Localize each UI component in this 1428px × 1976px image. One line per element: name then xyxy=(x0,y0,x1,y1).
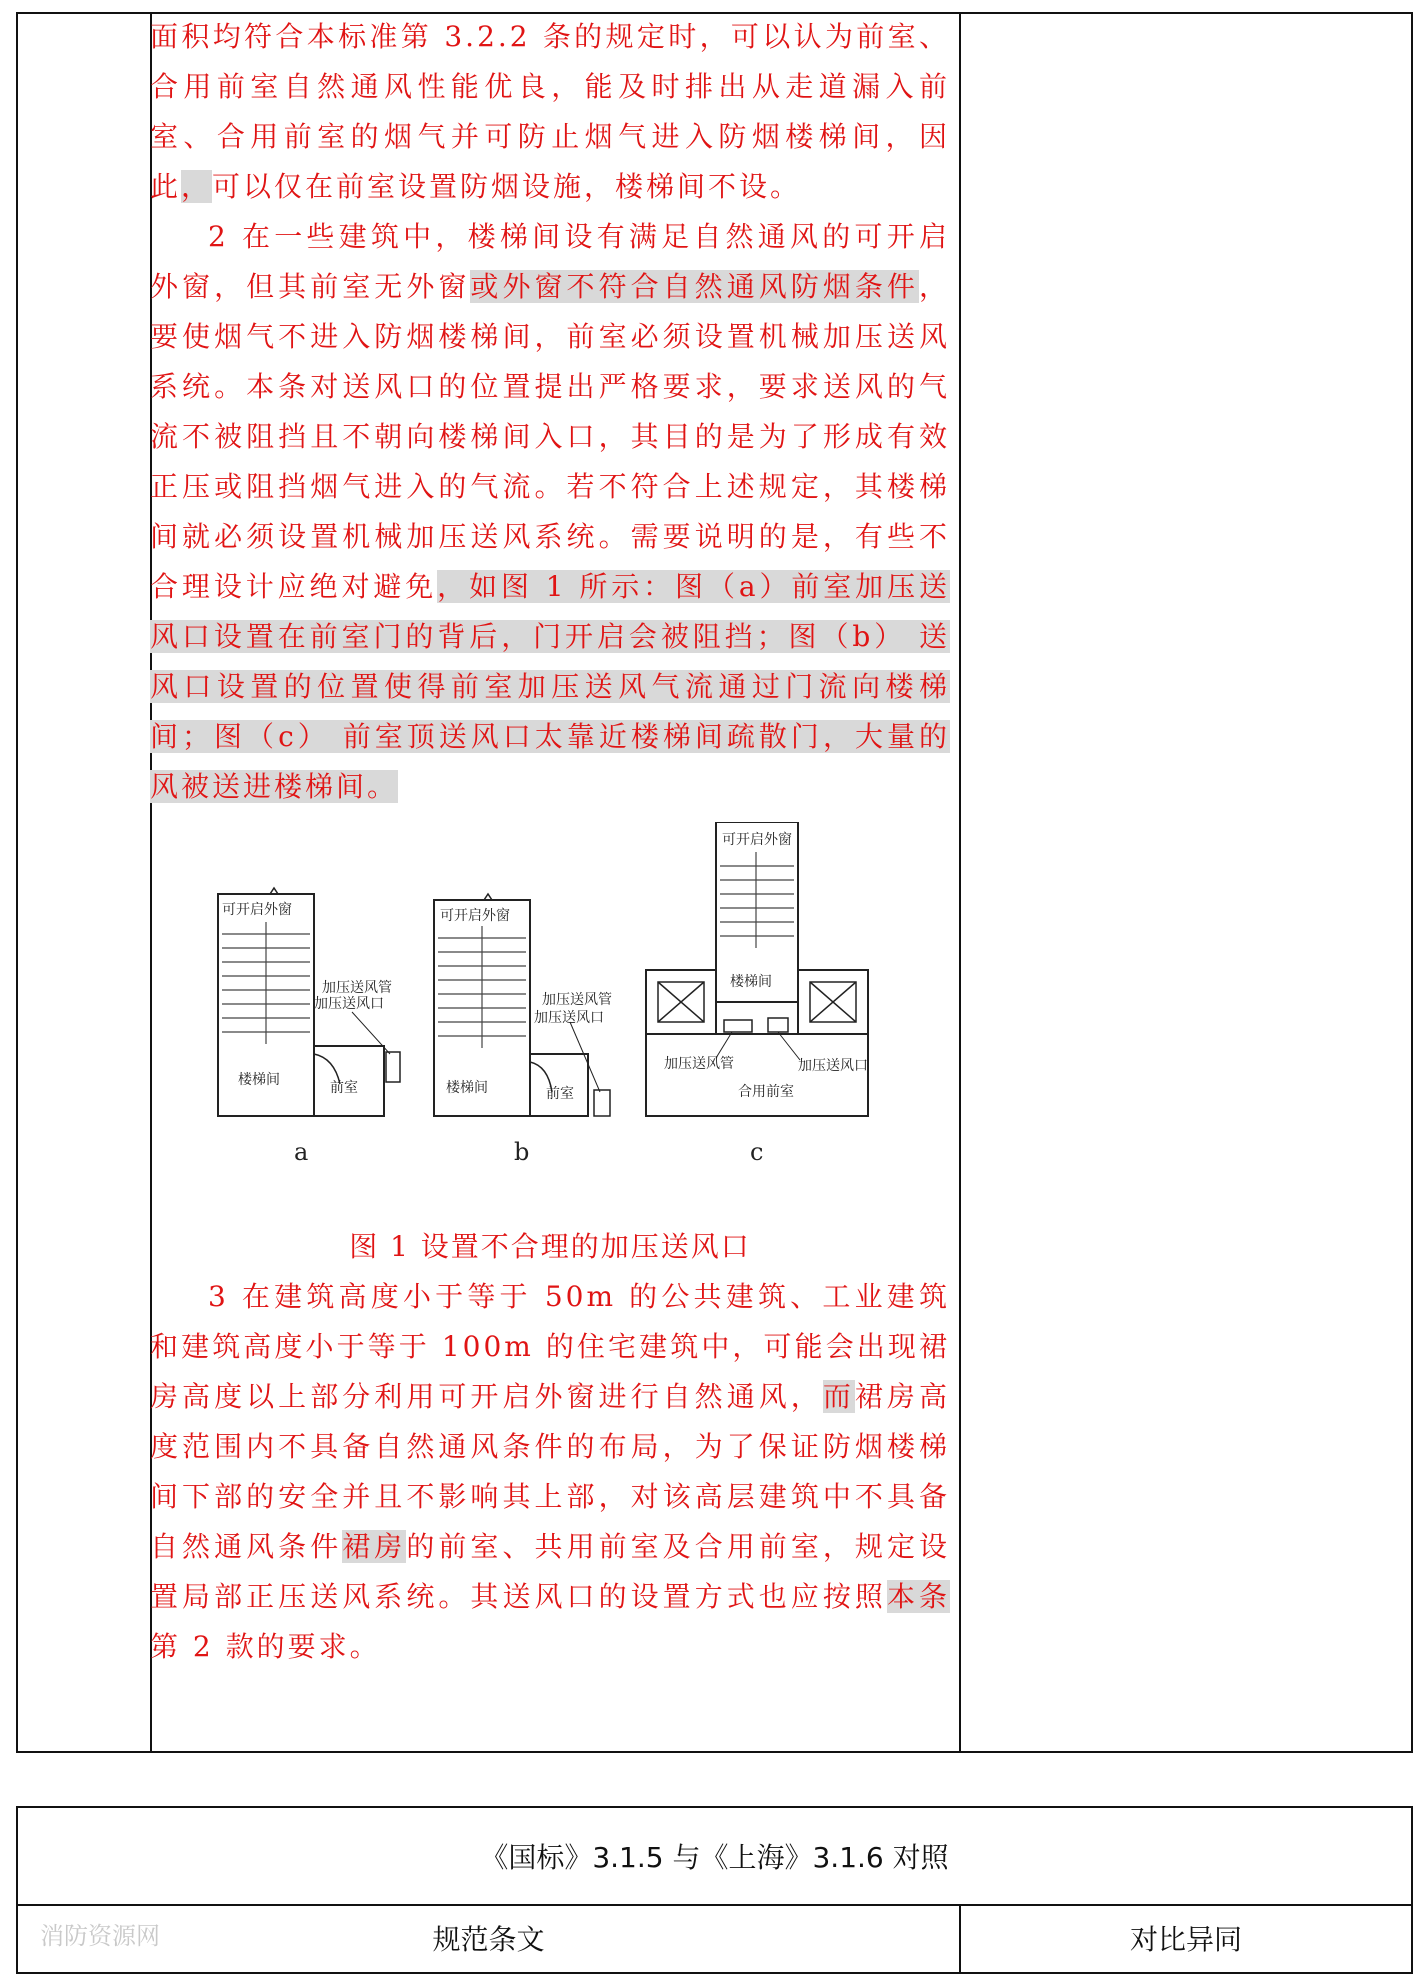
watermark: 消防资源网 xyxy=(40,1922,160,1950)
label-duct-c: 加压送风管 xyxy=(664,1056,734,1072)
label-duct-b: 加压送风管 xyxy=(542,992,612,1008)
paragraph-3: 3 在建筑高度小于等于 50m 的公共建筑、工业建筑和建筑高度小于等于 100m 的住宅建筑中，可能会出现裙房高度以上部分利用可开启外窗进行自然通风，而裙房高度范围内不具备自然通风条件的布局，为了保证防烟楼梯间下部的安全并且不影响其上部，对该高层建筑中不具备自然通风条件裙房的前室、共用前室及合用前室，规定设置局部正压送风系统。其送风口的设置方式也应按照本条第 2 款的要求。 xyxy=(150,1280,950,1663)
sublabel-b: b xyxy=(514,1138,530,1166)
diagram-c xyxy=(646,822,868,1166)
label-window-b: 可开启外窗 xyxy=(440,908,510,924)
pressurization-diagram xyxy=(150,822,950,1222)
label-stair-c: 楼梯间 xyxy=(730,974,772,990)
sublabel-a: a xyxy=(294,1138,309,1166)
label-outlet-b: 加压送风口 xyxy=(534,1010,604,1026)
figure-caption: 图 1 设置不合理的加压送风口 xyxy=(349,1230,751,1263)
label-outlet-c: 加压送风口 xyxy=(798,1058,868,1074)
comparison-title: 《国标》3.1.5 与《上海》3.1.6 对照 xyxy=(18,1808,1411,1906)
label-anteroom-a: 前室 xyxy=(330,1080,358,1096)
label-stair-a: 楼梯间 xyxy=(238,1072,280,1088)
diagram-a xyxy=(218,888,400,1166)
column-header-comparison: 对比异同 xyxy=(1129,1923,1242,1956)
comparison-header-row xyxy=(18,1904,1411,1972)
diagram-b xyxy=(434,894,612,1166)
sublabel-c: c xyxy=(750,1138,764,1166)
column-divider-right xyxy=(959,14,961,1751)
label-anteroom-b: 前室 xyxy=(546,1086,574,1102)
explanation-content xyxy=(150,12,950,1672)
comparison-table xyxy=(16,1806,1413,1974)
label-window-a: 可开启外窗 xyxy=(222,902,292,918)
figure-1 xyxy=(150,822,950,1222)
label-shared-anteroom-c: 合用前室 xyxy=(738,1084,794,1100)
label-stair-b: 楼梯间 xyxy=(446,1080,488,1096)
label-duct-a: 加压送风管 xyxy=(322,980,392,996)
label-outlet-a: 加压送风口 xyxy=(314,996,384,1012)
label-window-c: 可开启外窗 xyxy=(722,832,792,848)
column-header-clause: 规范条文 xyxy=(18,1904,961,1972)
paragraph-1: 面积均符合本标准第 3.2.2 条的规定时，可以认为前室、合用前室自然通风性能优良，能及时排出从走道漏入前室、合用前室的烟气并可防止烟气进入防烟楼梯间，因此，可以仅在前室设置防烟设施，楼梯间不设。 xyxy=(150,20,950,203)
paragraph-2: 2 在一些建筑中，楼梯间设有满足自然通风的可开启外窗，但其前室无外窗或外窗不符合自然通风防烟条件，要使烟气不进入防烟楼梯间，前室必须设置机械加压送风系统。本条对送风口的位置提出严格要求，要求送风的气流不被阻挡且不朝向楼梯间入口，其目的是为了形成有效正压或阻挡烟气进入的气流。若不符合上述规定，其楼梯间就必须设置机械加压送风系统。需要说明的是，有些不合理设计应绝对避免，如图 1 所示：图（a）前室加压送风口设置在前室门的背后，门开启会被阻挡；图（b） 送风口设置的位置使得前室加压送风气流通过门流向楼梯间；图（c） 前室顶送风口太靠近楼梯间疏散门，大量的风被送进楼梯间。 xyxy=(150,220,950,803)
